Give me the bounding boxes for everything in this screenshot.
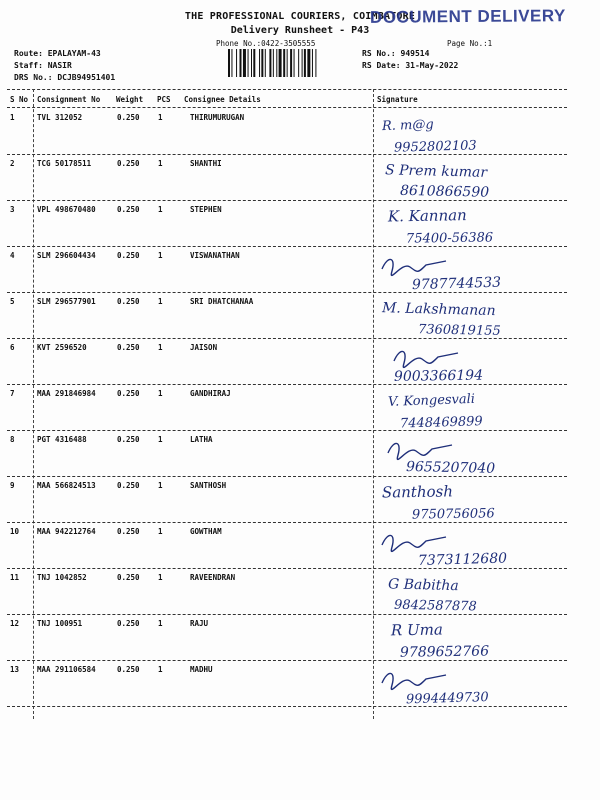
handwritten-signature xyxy=(374,159,600,205)
route-label: Route: EPALAYAM-43 xyxy=(14,49,101,58)
signature-name: R. m@g xyxy=(381,117,434,135)
weight-cell: 0.250 xyxy=(117,389,140,398)
handwritten-signature xyxy=(374,619,600,665)
signature-name: R Uma xyxy=(390,620,443,640)
handwritten-signature xyxy=(374,251,600,297)
col-pcs: PCS xyxy=(157,95,171,104)
consignment-cell: KVT 2596520 xyxy=(37,343,87,352)
row-rule xyxy=(7,706,567,707)
table-row xyxy=(0,297,600,343)
handwritten-signature xyxy=(374,527,600,573)
pcs-cell: 1 xyxy=(158,297,163,306)
signature-cell xyxy=(374,481,600,527)
weight-cell: 0.250 xyxy=(117,619,140,628)
consignment-cell: MAA 291106584 xyxy=(37,665,96,674)
signature-phone: 9842587878 xyxy=(393,597,477,615)
row-rule xyxy=(7,430,567,431)
table-top-rule xyxy=(7,89,567,90)
consignment-cell: TNJ 100951 xyxy=(37,619,83,628)
weight-cell: 0.250 xyxy=(117,481,140,490)
consignee-cell: THIRUMURUGAN xyxy=(190,113,245,122)
signature-phone: 7373112680 xyxy=(417,550,508,570)
consignee-cell: JAISON xyxy=(190,343,218,352)
consignee-cell: VISWANATHAN xyxy=(190,251,240,260)
pcs-cell: 1 xyxy=(158,113,163,122)
pcs-cell: 1 xyxy=(158,435,163,444)
signature-cell xyxy=(374,297,600,343)
consignment-cell: SLM 296604434 xyxy=(37,251,96,260)
signature-phone: 8610866590 xyxy=(399,182,490,201)
sno-cell: 7 xyxy=(10,389,15,398)
runsheet-title: Delivery Runsheet - P43 xyxy=(230,25,370,36)
handwritten-signature xyxy=(374,205,600,251)
signature-cell xyxy=(374,665,600,711)
signature-name: K. Kannan xyxy=(387,206,467,226)
weight-cell: 0.250 xyxy=(117,527,140,536)
weight-cell: 0.250 xyxy=(117,251,140,260)
row-rule xyxy=(7,614,567,615)
signature-scribble xyxy=(388,443,452,459)
signature-phone: 9750756056 xyxy=(411,506,495,523)
signature-phone: 7448469899 xyxy=(399,414,483,432)
handwritten-signature xyxy=(374,481,600,527)
sno-cell: 1 xyxy=(10,113,15,122)
signature-name: M. Lakshmanan xyxy=(381,300,496,320)
consignment-cell: MAA 291846984 xyxy=(37,389,96,398)
handwritten-signature xyxy=(374,297,600,343)
consignment-cell: SLM 296577901 xyxy=(37,297,96,306)
signature-cell xyxy=(374,343,600,389)
col-weight: Weight xyxy=(116,95,144,104)
consignee-cell: RAVEENDRAN xyxy=(190,573,236,582)
row-rule xyxy=(7,154,567,155)
weight-cell: 0.250 xyxy=(117,573,140,582)
row-rule xyxy=(7,522,567,523)
rs-number: RS No.: 949514 xyxy=(362,49,430,58)
weight-cell: 0.250 xyxy=(117,205,140,214)
signature-name: V. Kongesvali xyxy=(387,391,476,410)
signature-scribble xyxy=(382,673,446,689)
sno-cell: 5 xyxy=(10,297,15,306)
consignee-cell: GANDHIRAJ xyxy=(190,389,231,398)
consignee-cell: SANTHOSH xyxy=(190,481,227,490)
signature-cell xyxy=(374,619,600,665)
weight-cell: 0.250 xyxy=(117,665,140,674)
consignee-cell: SHANTHI xyxy=(190,159,222,168)
table-row xyxy=(0,205,600,251)
company-title: THE PROFESSIONAL COURIERS, COIMBATORE xyxy=(184,11,416,22)
signature-phone: 9952802103 xyxy=(393,138,477,156)
consignment-cell: PGT 4316488 xyxy=(37,435,87,444)
consignee-cell: RAJU xyxy=(190,619,209,628)
signature-cell xyxy=(374,573,600,619)
signature-name: S Prem kumar xyxy=(384,162,488,181)
sno-cell: 10 xyxy=(10,527,20,536)
signature-cell xyxy=(374,159,600,205)
sno-cell: 6 xyxy=(10,343,15,352)
pcs-cell: 1 xyxy=(158,527,163,536)
sno-cell: 12 xyxy=(10,619,20,628)
weight-cell: 0.250 xyxy=(117,343,140,352)
handwritten-signature xyxy=(374,389,600,435)
barcode-image xyxy=(228,49,348,77)
table-row xyxy=(0,389,600,435)
table-row xyxy=(0,343,600,389)
row-rule xyxy=(7,292,567,293)
pcs-cell: 1 xyxy=(158,619,163,628)
sno-cell: 8 xyxy=(10,435,15,444)
handwritten-signature xyxy=(374,113,600,159)
signature-name: G Babitha xyxy=(387,576,459,595)
table-row xyxy=(0,665,600,711)
signature-scribble xyxy=(382,535,446,551)
row-rule xyxy=(7,200,567,201)
document-delivery-stamp: DOCUMENT DELIVERY xyxy=(369,6,566,27)
table-row xyxy=(0,481,600,527)
pcs-cell: 1 xyxy=(158,205,163,214)
sno-cell: 3 xyxy=(10,205,15,214)
table-row xyxy=(0,159,600,205)
consignee-cell: LATHA xyxy=(190,435,213,444)
staff-label: Staff: NASIR xyxy=(14,61,72,70)
consignment-cell: TVL 312052 xyxy=(37,113,83,122)
weight-cell: 0.250 xyxy=(117,435,140,444)
col-sno: S No xyxy=(10,95,29,104)
signature-phone: 75400-56386 xyxy=(405,230,494,247)
handwritten-signature xyxy=(374,573,600,619)
weight-cell: 0.250 xyxy=(117,159,140,168)
signature-scribble xyxy=(382,259,446,275)
pcs-cell: 1 xyxy=(158,159,163,168)
rs-date: RS Date: 31-May-2022 xyxy=(362,61,459,70)
row-rule xyxy=(7,246,567,247)
row-rule xyxy=(7,568,567,569)
signature-cell xyxy=(374,435,600,481)
handwritten-signature xyxy=(374,343,600,389)
consignee-cell: GOWTHAM xyxy=(190,527,222,536)
signature-phone: 9994449730 xyxy=(405,690,489,708)
consignment-cell: TNJ 1042852 xyxy=(37,573,87,582)
col-consignee: Consignee Details xyxy=(184,95,261,104)
signature-cell xyxy=(374,389,600,435)
table-row xyxy=(0,619,600,665)
table-header-rule xyxy=(7,107,567,108)
signature-phone: 7360819155 xyxy=(417,322,501,339)
pcs-cell: 1 xyxy=(158,343,163,352)
pcs-cell: 1 xyxy=(158,573,163,582)
phone-number: Phone No.:0422-3505555 xyxy=(216,39,316,48)
col-consignment: Consignment No xyxy=(37,95,101,104)
signature-phone: 9789652766 xyxy=(399,643,490,661)
row-rule xyxy=(7,476,567,477)
sno-cell: 4 xyxy=(10,251,15,260)
pcs-cell: 1 xyxy=(158,251,163,260)
drs-number: DRS No.: DCJB94951401 xyxy=(14,73,116,82)
consignee-cell: STEPHEN xyxy=(190,205,222,214)
sno-cell: 9 xyxy=(10,481,15,490)
sno-cell: 2 xyxy=(10,159,15,168)
weight-cell: 0.250 xyxy=(117,297,140,306)
table-row xyxy=(0,573,600,619)
row-rule xyxy=(7,338,567,339)
pcs-cell: 1 xyxy=(158,665,163,674)
consignment-cell: MAA 566824513 xyxy=(37,481,96,490)
weight-cell: 0.250 xyxy=(117,113,140,122)
table-row xyxy=(0,113,600,159)
page-number: Page No.:1 xyxy=(447,39,493,48)
signature-phone: 9787744533 xyxy=(411,274,502,294)
pcs-cell: 1 xyxy=(158,389,163,398)
table-row xyxy=(0,435,600,481)
signature-phone: 9655207040 xyxy=(405,458,496,477)
consignee-cell: SRI DHATCHANAA xyxy=(190,297,254,306)
signature-name: Santhosh xyxy=(381,482,454,502)
col-signature: Signature xyxy=(377,95,418,104)
handwritten-signature xyxy=(374,435,600,481)
signature-scribble xyxy=(394,351,458,367)
consignee-cell: MADHU xyxy=(190,665,213,674)
signature-cell xyxy=(374,113,600,159)
consignment-cell: MAA 942212764 xyxy=(37,527,96,536)
table-row xyxy=(0,251,600,297)
consignment-cell: VPL 498670480 xyxy=(37,205,96,214)
row-rule xyxy=(7,660,567,661)
signature-cell xyxy=(374,527,600,573)
table-row xyxy=(0,527,600,573)
signature-phone: 9003366194 xyxy=(393,367,484,385)
pcs-cell: 1 xyxy=(158,481,163,490)
signature-cell xyxy=(374,251,600,297)
row-rule xyxy=(7,384,567,385)
sno-cell: 11 xyxy=(10,573,20,582)
sno-cell: 13 xyxy=(10,665,20,674)
consignment-cell: TCG 50178511 xyxy=(37,159,92,168)
handwritten-signature xyxy=(374,665,600,711)
signature-cell xyxy=(374,205,600,251)
